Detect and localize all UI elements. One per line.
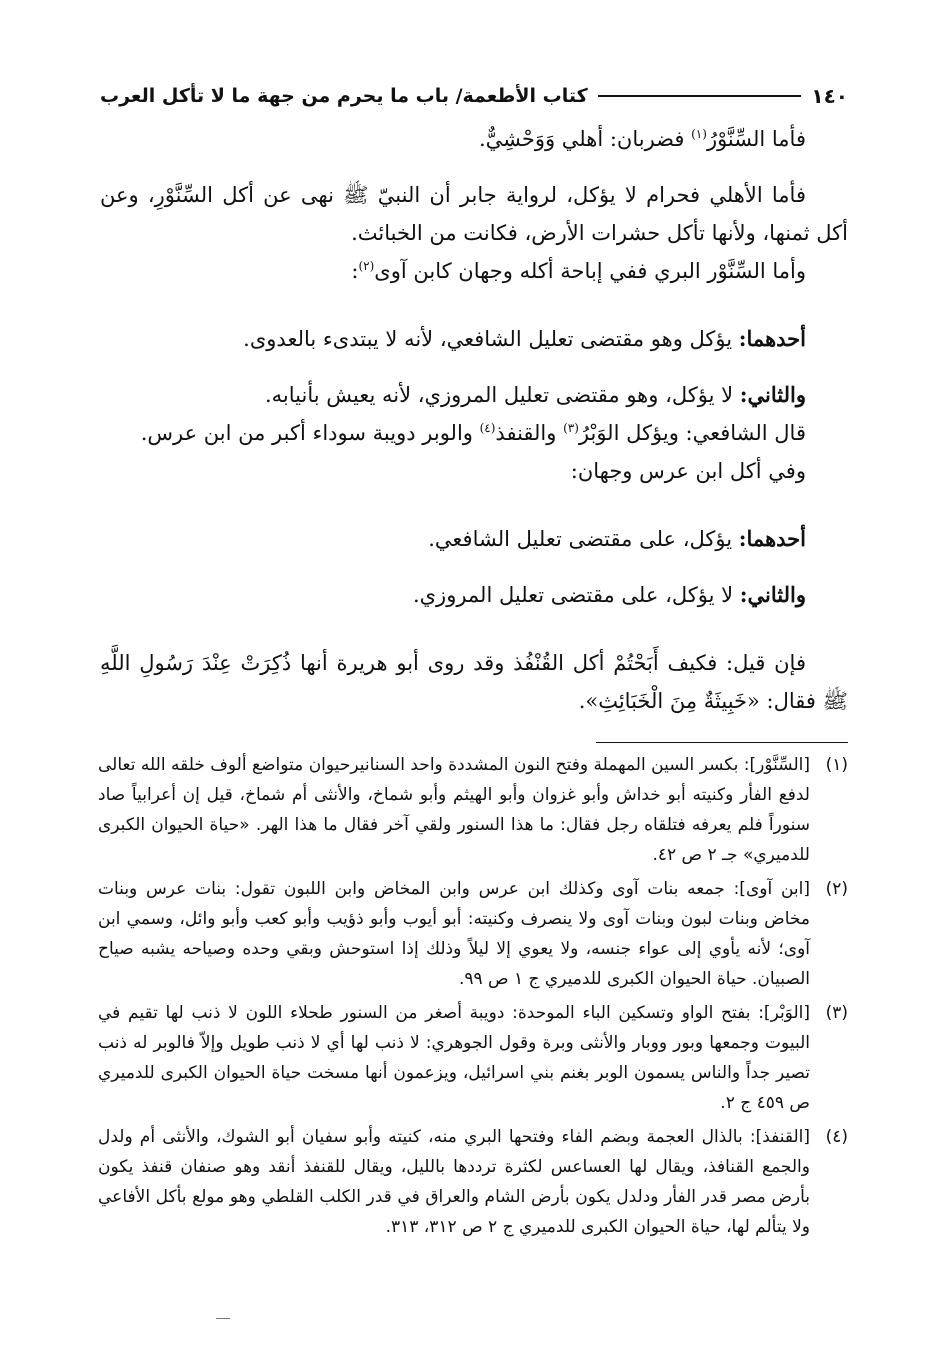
footnote-ref-2[interactable]: (٢) [358, 259, 375, 273]
footnote-4 [98, 1122, 850, 1242]
paragraph-2 [100, 176, 848, 252]
footnote-3-number: (٣) [825, 1003, 848, 1023]
paragraph-8-text: يؤكل، على مقتضى تعليل الشافعي. [428, 527, 739, 551]
paragraph-10 [100, 644, 848, 720]
paragraph-4-lead: أحدهما: [738, 326, 806, 351]
running-title: كتاب الأطعمة/ باب ما يحرم من جهة ما لا تأكل العرب [100, 85, 588, 107]
paragraph-3 [100, 252, 848, 290]
paragraph-9 [100, 576, 848, 614]
paragraph-8 [100, 520, 848, 558]
footnote-2-text: [ابن آوى]: جمعه بنات آوى وكذلك ابن عرس وابن المخاض وابن اللبون تقول: بنات عرس وبنات مخاض وبنات لبون وبنات آوى ولا ينصرف وكنيته: أبو أيوب وأبو ذؤيب وأبو كعب وأبو وائل، وسمي ابن آوى؛ لأنه يأوي إلى عواء جنسه، ولا يعوي إلا ليلاً وذلك إذا استوحش وبقي وحده وصياحه يشبه صياح الصبيان. حياة الحيوان الكبرى للدميري ج ١ ص ٩٩. [98, 879, 810, 989]
footnote-4-text: [القنفذ]: بالذال العجمة وبضم الفاء وفتحها البري منه، كنيته وأبو سفيان أبو الشوك، والأنثى أم ولدل والجمع القنافذ، ويقال لها العساعس لكثرة ترددها بالليل، ويقال للقنفذ أنقد وهو صنفان قنفذ يكون بأرض مصر قدر الفأر ودلدل يكون بأرض الشام والعراق في قدر الكلب القلطي وهو مولع بأكل الأفاعي ولا يتألم لها، حياة الحيوان الكبرى للدميري ج ٢ ص ٣١٢، ٣١٣. [98, 1127, 810, 1237]
paragraph-8-lead: أحدهما: [738, 526, 806, 551]
paragraph-1-text-a: فأما السِّنَّوْرُ [706, 127, 806, 151]
paragraph-6-text-b: والقنفذ [495, 421, 564, 445]
footnote-1 [98, 750, 850, 870]
footnote-2 [98, 874, 850, 994]
paragraph-4-text: يؤكل وهو مقتضى تعليل الشافعي، لأنه لا يبتدىء بالعدوى. [243, 327, 739, 351]
footnote-3-text: [الوَبْر]: بفتح الواو وتسكين الباء الموحدة: دويبة أصغر من السنور طحلاء اللون لا ذنب لها تقيم في البيوت وجمعها وبور ووبار والأنثى وبرة وقول الجوهري: لا ذنب لها أي لا ذنب طويل وإلاّ فالوبر له ذنب تصير جداً والناس يسمون الوبر بغنم بني اسرائيل، ويزعمون أنها مسخت حياة الحيوان الكبرى للدميري ص ٤٥٩ ج ٢. [98, 1003, 810, 1113]
page-number: ١٤٠ [811, 84, 848, 108]
header-rule [598, 95, 802, 97]
paragraph-1 [100, 120, 848, 158]
paragraph-7-text: وفي أكل ابن عرس وجهان: [570, 459, 806, 483]
footer-mark [216, 1318, 230, 1319]
footnote-4-number: (٤) [825, 1127, 848, 1147]
footnotes [98, 750, 850, 1246]
footnote-ref-4[interactable]: (٤) [479, 421, 496, 435]
footnote-ref-3[interactable]: (٣) [563, 421, 579, 435]
paragraph-1-text-b: فضربان: أهلي وَوَحْشِيٌّ. [478, 127, 692, 151]
paragraph-6-text-c: والوبر دويبة سوداء أكبر من ابن عرس. [140, 421, 480, 445]
paragraph-9-text: لا يؤكل، على مقتضى تعليل المروزي. [412, 583, 740, 607]
paragraph-9-lead: والثاني: [739, 582, 806, 607]
footnote-2-number: (٢) [825, 879, 848, 899]
footnote-ref-1[interactable]: (١) [691, 127, 707, 141]
footnote-1-number: (١) [825, 755, 848, 775]
footnote-separator [596, 742, 848, 743]
footnote-3 [98, 998, 850, 1118]
paragraph-5 [100, 376, 848, 414]
paragraph-10-text: فإن قيل: فكيف أَبَحْتُمْ أكل القُنْفُذ وقد روى أبو هريرة أنها ذُكِرَتْ عِنْدَ رَسُولِ اللَّهِ ﷺ فقال: «خَبِيثَةٌ مِنَ الْخَبَائِثِ». [100, 651, 848, 713]
running-header [100, 78, 848, 114]
footnote-1-text: [السِّنَّوْر]: بكسر السين المهملة وفتح النون المشددة واحد السنانيرحيوان متواضع ألوف خلقه الله تعالى لدفع الفأر وكنيته أبو خداش وأبو غزوان وأبو الهيثم وأبو شماخ، والأنثى أم شماخ، قيل إن أعرابياً صاد سنوراً فلم يعرفه فتلقاه رجل فقال: ما هذا السنور ولقي آخر فقال ما هذا الهر. «حياة الحيوان الكبرى للدميري» جـ ٢ ص ٤٢. [98, 755, 810, 865]
paragraph-6 [100, 414, 848, 452]
paragraph-7 [100, 452, 848, 490]
paragraph-6-text-a: قال الشافعي: ويؤكل الوَبْرُ [578, 421, 806, 445]
paragraph-2-text: فأما الأهلي فحرام لا يؤكل، لرواية جابر أن النبيّ ﷺ نهى عن أكل السِّنَّوْرِ، وعن أكل ثمنها، ولأنها تأكل حشرات الأرض، فكانت من الخبائث. [100, 183, 848, 245]
paragraph-5-lead: والثاني: [739, 382, 806, 407]
paragraph-4 [100, 320, 848, 358]
main-text [100, 120, 848, 720]
paragraph-5-text: لا يؤكل، وهو مقتضى تعليل المروزي، لأنه يعيش بأنيابه. [264, 383, 740, 407]
paragraph-3-text-b: : [351, 259, 359, 283]
paragraph-3-text-a: وأما السِّنَّوْر البري ففي إباحة أكله وجهان كابن آوى [374, 259, 806, 283]
